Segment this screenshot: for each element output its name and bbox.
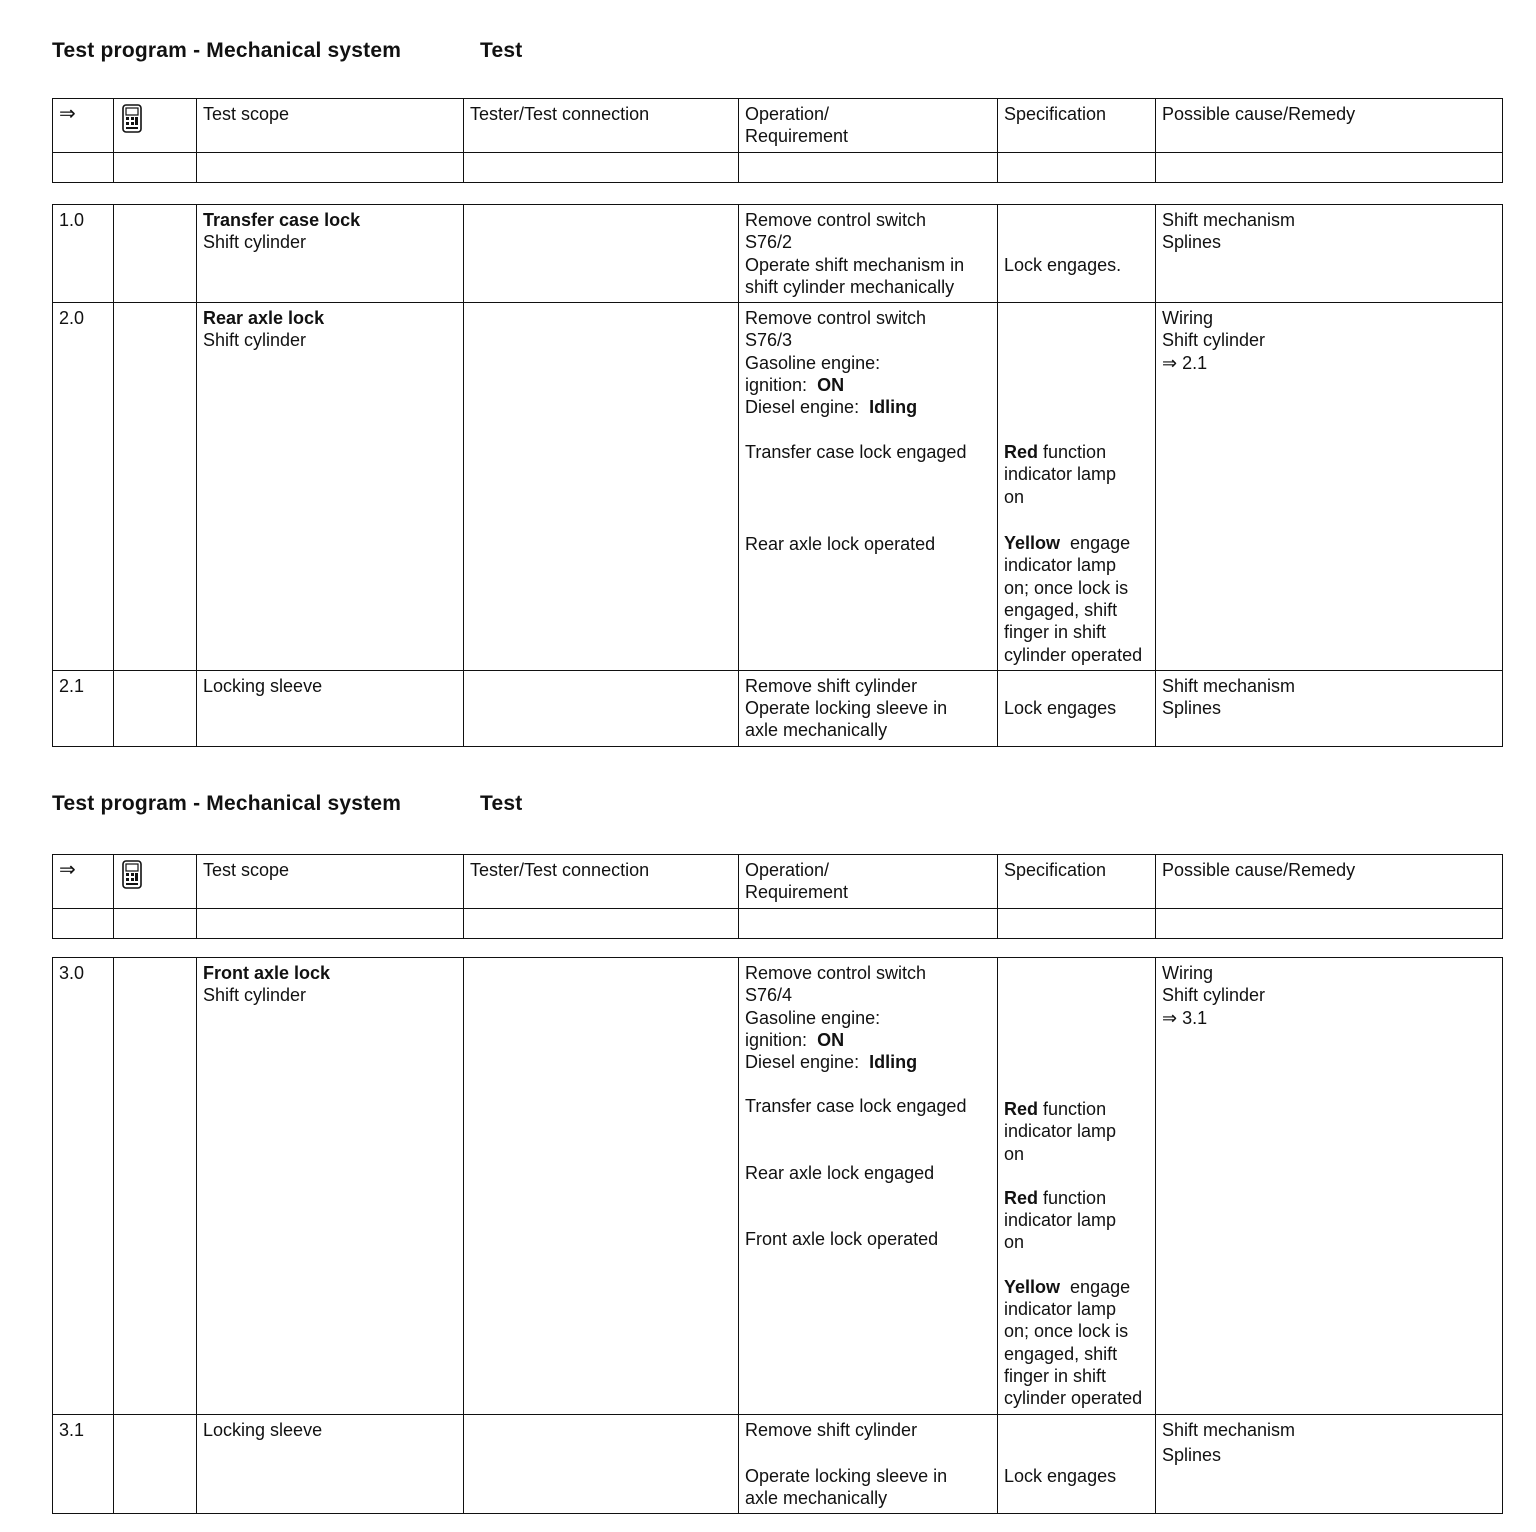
operation: Remove control switch S76/4 Gasoline engine: ignition: ON Diesel engine: Idling Transfer case lock engaged Rear axle lock engaged Front axle lock operated — [739, 958, 998, 1415]
table-row — [53, 205, 1503, 303]
header-test-scope: Test scope — [197, 855, 464, 909]
goto-link[interactable]: ⇒ 3.1 — [1162, 1007, 1208, 1028]
goto-link[interactable]: ⇒ 2.1 — [1162, 352, 1208, 373]
specification: Red function indicator lamp on Yellow engage indicator lamp on; once lock is engaged, shift finger in shift cylinder operated — [998, 303, 1156, 671]
header-arrow-cell — [53, 99, 114, 153]
possible-cause: Shift mechanism Splines — [1156, 670, 1503, 746]
table-row — [53, 1414, 1503, 1514]
specification: Lock engages — [998, 1414, 1156, 1514]
header-operation: Operation/ Requirement — [739, 855, 998, 909]
test-scope: Locking sleeve — [197, 670, 464, 746]
header-tester-connection: Tester/Test connection — [464, 99, 739, 153]
row-number: 1.0 — [53, 205, 114, 303]
test-scope: Front axle lock Shift cylinder — [197, 958, 464, 1415]
table-row — [53, 958, 1503, 1415]
operation: Remove shift cylinder Operate locking sleeve in axle mechanically — [739, 670, 998, 746]
section-title — [52, 792, 523, 816]
header-table — [52, 98, 1503, 183]
header-tester-icon-cell — [114, 99, 197, 153]
test-scope: Locking sleeve — [197, 1414, 464, 1514]
table-row — [53, 303, 1503, 671]
table-row — [53, 670, 1503, 746]
test-scope: Rear axle lock Shift cylinder — [197, 303, 464, 671]
operation: Remove control switch S76/3 Gasoline engine: ignition: ON Diesel engine: Idling Transfer case lock engaged Rear axle lock operated — [739, 303, 998, 671]
test-table — [52, 204, 1503, 747]
title-left: Test program - Mechanical system — [52, 792, 402, 815]
header-specification: Specification — [998, 855, 1156, 909]
header-tester-connection: Tester/Test connection — [464, 855, 739, 909]
header-test-scope: Test scope — [197, 99, 464, 153]
header-arrow-cell — [53, 855, 114, 909]
possible-cause: Wiring Shift cylinder ⇒ 2.1 — [1156, 303, 1503, 671]
header-specification: Specification — [998, 99, 1156, 153]
title-right: Test — [480, 792, 523, 815]
specification: Lock engages. — [998, 205, 1156, 303]
header-possible-cause: Possible cause/Remedy — [1156, 99, 1503, 153]
possible-cause: Wiring Shift cylinder ⇒ 3.1 — [1156, 958, 1503, 1415]
header-tester-icon-cell — [114, 855, 197, 909]
row-number: 3.0 — [53, 958, 114, 1415]
operation: Remove control switch S76/2 Operate shift mechanism in shift cylinder mechanically — [739, 205, 998, 303]
row-number: 2.0 — [53, 303, 114, 671]
operation: Remove shift cylinder Operate locking sleeve in axle mechanically — [739, 1414, 998, 1514]
row-number: 2.1 — [53, 670, 114, 746]
title-right: Test — [480, 39, 523, 62]
header-table — [52, 854, 1503, 939]
specification: Lock engages — [998, 670, 1156, 746]
arrow-icon: ⇒ — [59, 859, 76, 881]
specification: Red function indicator lamp on Red function indicator lamp on Yellow engage indicator lamp on; once lock is engaged, shift finger in shift cylinder operated — [998, 958, 1156, 1415]
section-title — [52, 39, 523, 63]
test-scope: Transfer case lock Shift cylinder — [197, 205, 464, 303]
tester-device-icon — [120, 103, 144, 133]
arrow-icon: ⇒ — [59, 103, 76, 125]
header-operation: Operation/ Requirement — [739, 99, 998, 153]
possible-cause: Shift mechanism Splines — [1156, 205, 1503, 303]
test-table — [52, 957, 1503, 1514]
header-possible-cause: Possible cause/Remedy — [1156, 855, 1503, 909]
possible-cause: Shift mechanism Splines — [1156, 1414, 1503, 1514]
row-number: 3.1 — [53, 1414, 114, 1514]
title-left: Test program - Mechanical system — [52, 39, 402, 62]
tester-device-icon — [120, 859, 144, 889]
